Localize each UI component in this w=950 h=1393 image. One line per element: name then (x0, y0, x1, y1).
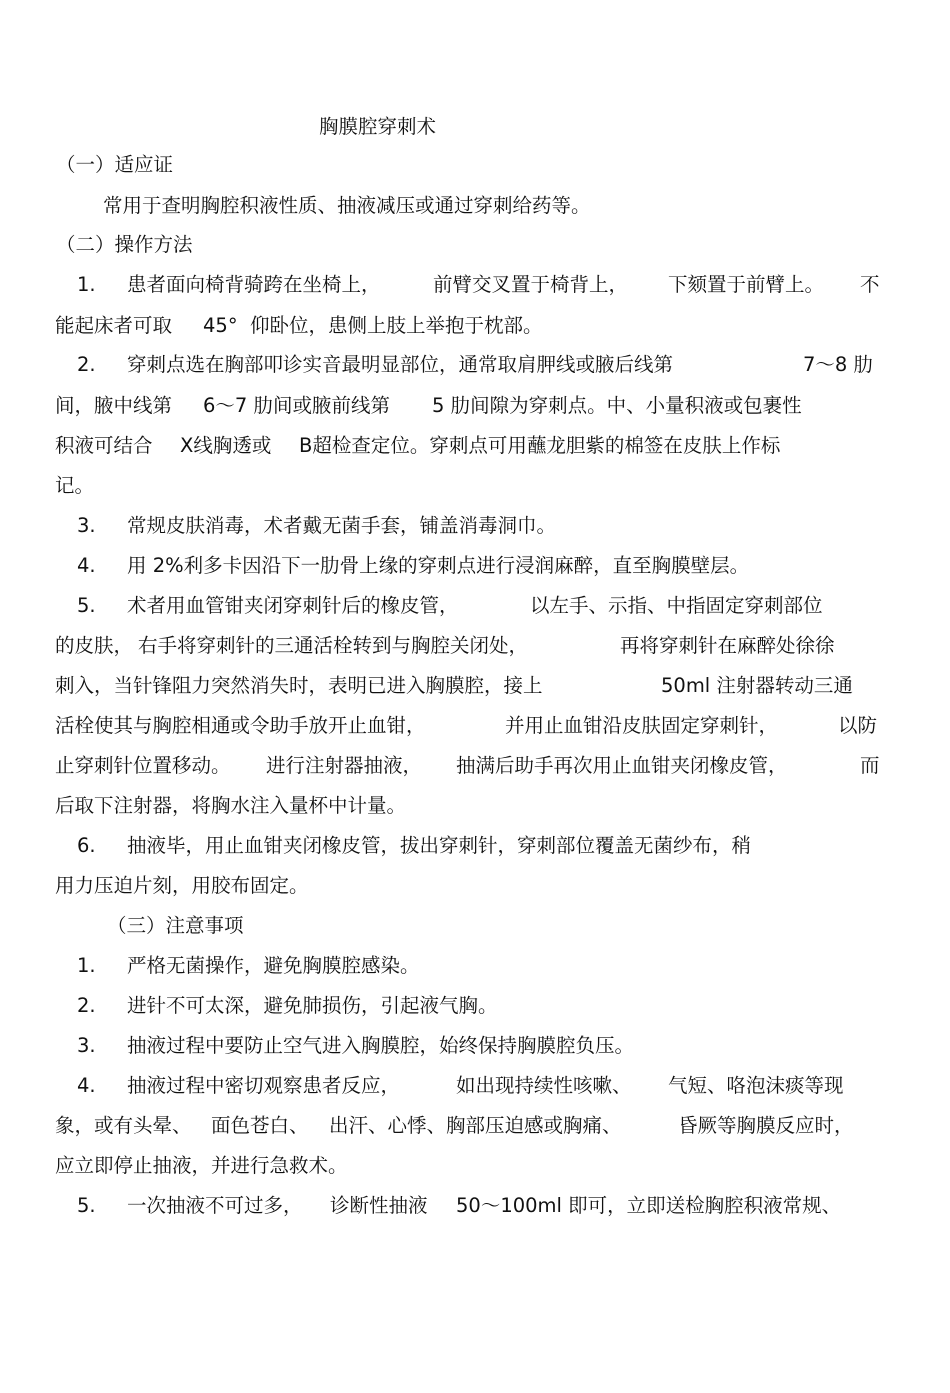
step-text: 前臂交叉置于椅背上， (433, 273, 629, 296)
procedure-step-6-line-1 (0, 829, 950, 863)
step-text: 用 2%利多卡因沿下一肋骨上缘的穿刺点进行浸润麻醉，直至胸膜壁层。 (127, 554, 750, 577)
step-text: 积液可结合 (55, 434, 153, 457)
procedure-step-5-line-2 (0, 629, 950, 663)
note-text: 气短、咯泡沫痰等现 (668, 1074, 844, 1097)
note-text: 进针不可太深，避免肺损伤，引起液气胸。 (127, 994, 498, 1017)
step-text: 术者用血管钳夹闭穿刺针后的橡皮管， (127, 594, 459, 617)
note-text: 出汗、心悸、胸部压迫感或胸痛、 (329, 1114, 622, 1137)
step-text: 下颏置于前臂上。 (668, 273, 825, 296)
step-text: 能起床者可取 (55, 314, 173, 337)
step-text: 抽满后助手再次用止血钳夹闭橡皮管， (456, 754, 788, 777)
precaution-4-line-3 (0, 1149, 950, 1183)
step-text: 不 (860, 273, 880, 296)
step-text: X线胸透或 (180, 434, 272, 457)
note-text: 一次抽液不可过多， (127, 1194, 303, 1217)
paragraph-text: 常用于查明胸腔积液性质、抽液减压或通过穿刺给药等。 (103, 194, 591, 217)
procedure-step-2-line-3 (0, 429, 950, 463)
procedure-step-3 (0, 509, 950, 543)
step-text: 常规皮肤消毒，术者戴无菌手套，铺盖消毒洞巾。 (127, 514, 557, 537)
section-heading-text: （二）操作方法 (56, 233, 193, 256)
step-text: 穿刺点选在胸部叩诊实音最明显部位，通常取肩胛线或腋后线第 (127, 353, 674, 376)
step-text: 后取下注射器，将胸水注入量杯中计量。 (55, 794, 407, 817)
step-number: 2. (77, 353, 96, 376)
procedure-step-2-line-1 (0, 348, 950, 382)
step-number: 3. (77, 514, 96, 537)
procedure-step-6-line-2 (0, 869, 950, 903)
section-heading-text: （一）适应证 (56, 153, 174, 176)
step-text: 刺入，当针锋阻力突然消失时，表明已进入胸膜腔，接上 (55, 674, 543, 697)
note-number: 1. (77, 954, 96, 977)
procedure-step-2-line-2 (0, 389, 950, 423)
precaution-1 (0, 949, 950, 983)
note-text: 抽液过程中密切观察患者反应， (127, 1074, 401, 1097)
note-number: 2. (77, 994, 96, 1017)
note-text: 如出现持续性咳嗽、 (456, 1074, 632, 1097)
step-text: 以防 (838, 714, 878, 737)
note-number: 4. (77, 1074, 96, 1097)
precaution-3 (0, 1029, 950, 1063)
section-heading-precautions (0, 909, 950, 943)
section-heading-procedure (0, 228, 950, 262)
step-text: 并用止血钳沿皮肤固定穿刺针， (505, 714, 779, 737)
precaution-5-line-1 (0, 1189, 950, 1223)
section-heading-text: （三）注意事项 (107, 914, 244, 937)
page-title: 胸膜腔穿刺术 (319, 115, 437, 138)
step-text: 进行注射器抽液， (266, 754, 423, 777)
precaution-2 (0, 989, 950, 1023)
procedure-step-5-line-5 (0, 749, 950, 783)
procedure-step-4 (0, 549, 950, 583)
step-text: 患者面向椅背骑跨在坐椅上， (127, 273, 381, 296)
procedure-step-5-line-6 (0, 789, 950, 823)
note-number: 5. (77, 1194, 96, 1217)
indications-paragraph (0, 189, 950, 223)
note-text: 面色苍白、 (211, 1114, 309, 1137)
step-text: 6～7 肋间或腋前线第 (203, 394, 391, 417)
step-text: 再将穿刺针在麻醉处徐徐 (620, 634, 835, 657)
procedure-step-5-line-1 (0, 589, 950, 623)
note-number: 3. (77, 1034, 96, 1057)
step-text: 止穿刺针位置移动。 (55, 754, 231, 777)
step-text: 的皮肤， (55, 634, 134, 657)
precaution-4-line-1 (0, 1069, 950, 1103)
step-text: 5 肋间隙为穿刺点。中、小量积液或包裹性 (432, 394, 802, 417)
step-text: 间，腋中线第 (55, 394, 173, 417)
step-text: 抽液毕，用止血钳夹闭橡皮管，拔出穿刺针，穿刺部位覆盖无菌纱布，稍 (127, 834, 752, 857)
step-number: 6. (77, 834, 96, 857)
note-text: 严格无菌操作，避免胸膜腔感染。 (127, 954, 420, 977)
note-text: 昏厥等胸膜反应时， (678, 1114, 854, 1137)
step-number: 1. (77, 273, 96, 296)
note-text: 50～100ml 即可，立即送检胸腔积液常规、 (456, 1194, 842, 1217)
note-text: 抽液过程中要防止空气进入胸膜腔，始终保持胸膜腔负压。 (127, 1034, 635, 1057)
note-text: 诊断性抽液 (330, 1194, 428, 1217)
procedure-step-1-line-1 (0, 268, 950, 302)
step-text: 仰卧位，患侧上肢上举抱于枕部。 (250, 314, 543, 337)
note-text: 象，或有头晕、 (55, 1114, 192, 1137)
precaution-4-line-2 (0, 1109, 950, 1143)
step-text: 而 (860, 754, 880, 777)
step-text: 50ml 注射器转动三通 (661, 674, 853, 697)
step-text: 45° (203, 314, 238, 337)
section-heading-indications (0, 148, 950, 182)
step-text: 以左手、示指、中指固定穿刺部位 (530, 594, 823, 617)
step-number: 4. (77, 554, 96, 577)
step-text: 记。 (55, 474, 95, 497)
step-text: B超检查定位。穿刺点可用蘸龙胆紫的棉签在皮肤上作标 (299, 434, 781, 457)
note-text: 应立即停止抽液，并进行急救术。 (55, 1154, 348, 1177)
procedure-step-5-line-4 (0, 709, 950, 743)
step-text: 用力压迫片刻，用胶布固定。 (55, 874, 309, 897)
step-text: 右手将穿刺针的三通活栓转到与胸腔关闭处， (138, 634, 529, 657)
procedure-step-5-line-3 (0, 669, 950, 703)
procedure-step-1-line-2 (0, 309, 950, 343)
step-text: 7～8 肋 (803, 353, 874, 376)
procedure-step-2-line-4 (0, 469, 950, 503)
step-text: 活栓使其与胸腔相通或令助手放开止血钳， (55, 714, 426, 737)
step-number: 5. (77, 594, 96, 617)
